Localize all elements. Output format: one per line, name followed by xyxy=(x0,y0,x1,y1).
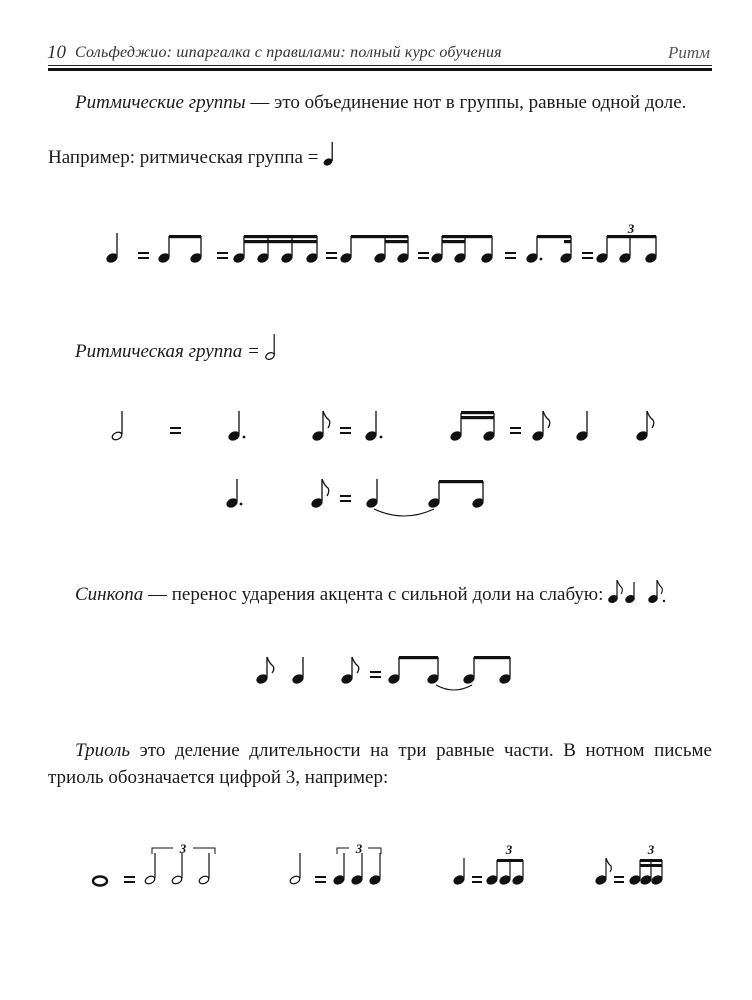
term-syncopation: Синкопа xyxy=(75,584,144,605)
rhythm-row-quarter-equivalents xyxy=(0,215,752,275)
book-title: Сольфеджио: шпаргалка с правилами: полный курс обучения xyxy=(75,44,502,61)
example-label: Например: ритмическая группа = xyxy=(48,147,319,168)
term-rhythmic-groups: Ритмические группы xyxy=(75,92,246,113)
triplet-number: 3 xyxy=(179,841,187,856)
triplet-number: 3 xyxy=(505,842,513,857)
half-group-label: Ритмическая группа = xyxy=(75,341,260,362)
triplet-example-whole xyxy=(93,841,215,886)
syncopation-pattern-icon xyxy=(608,578,666,604)
triplet-number: 3 xyxy=(647,842,655,857)
quarter-note-icon xyxy=(323,141,337,167)
triplet-number: 3 xyxy=(627,221,635,236)
definition-text: — это объединение нот в группы, равные одной доле. xyxy=(245,92,687,113)
running-header xyxy=(45,40,712,64)
rhythm-row-triplets xyxy=(0,835,752,900)
syncopation-text: — перенос ударения акцента с сильной доли на слабую: xyxy=(143,584,604,605)
triplet-number: 3 xyxy=(355,841,363,856)
triplet-example-half xyxy=(289,841,381,886)
rhythmic-groups-definition xyxy=(48,89,712,116)
triplet-text: это деление длительности на три равные части. В нотном письме триоль обозначается цифрой 3, например: xyxy=(48,740,712,788)
rhythm-row-tie-example xyxy=(0,465,752,530)
page-number: 10 xyxy=(47,42,66,63)
triplet-example-eighth xyxy=(595,842,664,886)
header-rule-thin xyxy=(48,65,712,66)
section-title: Ритм xyxy=(667,43,710,62)
triplet-example-quarter xyxy=(453,842,525,886)
triplet-definition xyxy=(48,737,712,791)
syncopation-definition xyxy=(75,578,715,608)
example-line xyxy=(48,141,712,171)
rhythm-row-half-equivalents xyxy=(0,395,752,455)
rhythm-row-syncopation xyxy=(0,645,752,700)
half-group-line xyxy=(75,333,739,365)
half-note-icon xyxy=(265,333,279,361)
term-triplet: Триоль xyxy=(75,740,131,761)
header-rule-thick xyxy=(48,68,712,71)
